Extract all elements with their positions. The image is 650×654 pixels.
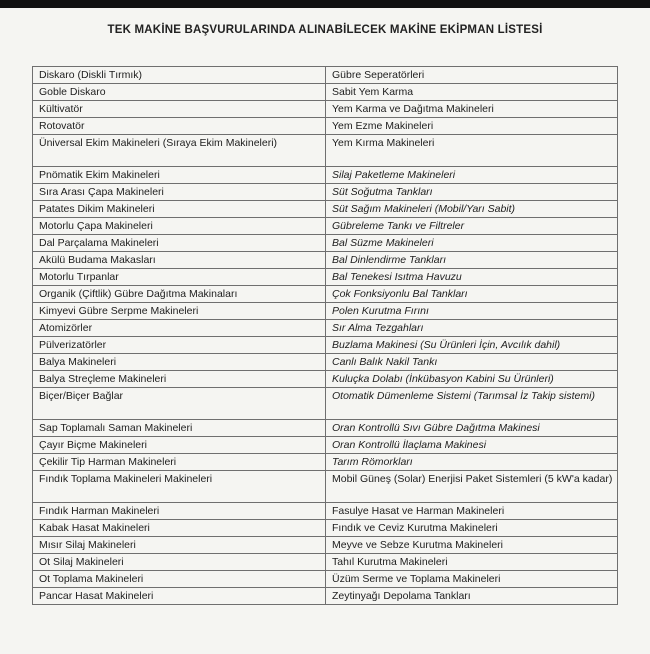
- table-row: [33, 420, 618, 437]
- machine-name-cell: Kültivatör: [33, 101, 326, 118]
- machine-name-cell: Motorlu Çapa Makineleri: [33, 218, 326, 235]
- machine-name-cell: Goble Diskaro: [33, 84, 326, 101]
- table-row: [33, 388, 618, 420]
- top-dark-band: [0, 0, 650, 8]
- machine-name-cell: Balya Makineleri: [33, 354, 326, 371]
- equipment-name-cell: Gübreleme Tankı ve Filtreler: [326, 218, 618, 235]
- document-page: [0, 8, 650, 654]
- equipment-name-cell: Polen Kurutma Fırını: [326, 303, 618, 320]
- machine-name-cell: Organik (Çiftlik) Gübre Dağıtma Makinaları: [33, 286, 326, 303]
- equipment-name-cell: Gübre Seperatörleri: [326, 67, 618, 84]
- table-row: [33, 84, 618, 101]
- machine-name-cell: Üniversal Ekim Makineleri (Sıraya Ekim Makineleri): [33, 135, 326, 167]
- machine-name-cell: Ot Silaj Makineleri: [33, 554, 326, 571]
- equipment-name-cell: Mobil Güneş (Solar) Enerjisi Paket Sistemleri (5 kW'a kadar): [326, 471, 618, 503]
- equipment-name-cell: Fındık ve Ceviz Kurutma Makineleri: [326, 520, 618, 537]
- table-row: [33, 235, 618, 252]
- machine-name-cell: Pnömatik Ekim Makineleri: [33, 167, 326, 184]
- equipment-name-cell: Süt Soğutma Tankları: [326, 184, 618, 201]
- table-row: [33, 101, 618, 118]
- table-row: [33, 252, 618, 269]
- table-row: [33, 218, 618, 235]
- table-row: [33, 337, 618, 354]
- machine-name-cell: Sap Toplamalı Saman Makineleri: [33, 420, 326, 437]
- equipment-name-cell: Fasulye Hasat ve Harman Makineleri: [326, 503, 618, 520]
- table-row: [33, 588, 618, 605]
- equipment-name-cell: Silaj Paketleme Makineleri: [326, 167, 618, 184]
- machine-name-cell: Ot Toplama Makineleri: [33, 571, 326, 588]
- equipment-name-cell: Tarım Römorkları: [326, 454, 618, 471]
- machine-name-cell: Pancar Hasat Makineleri: [33, 588, 326, 605]
- table-row: [33, 354, 618, 371]
- equipment-name-cell: Yem Karma ve Dağıtma Makineleri: [326, 101, 618, 118]
- table-row: [33, 167, 618, 184]
- equipment-table: [32, 66, 618, 605]
- machine-name-cell: Patates Dikim Makineleri: [33, 201, 326, 218]
- table-row: [33, 471, 618, 503]
- equipment-name-cell: Buzlama Makinesi (Su Ürünleri İçin, Avcılık dahil): [326, 337, 618, 354]
- machine-name-cell: Biçer/Biçer Bağlar: [33, 388, 326, 420]
- machine-name-cell: Balya Streçleme Makineleri: [33, 371, 326, 388]
- equipment-table-body: [33, 67, 618, 605]
- machine-name-cell: Rotovatör: [33, 118, 326, 135]
- equipment-name-cell: Bal Tenekesi Isıtma Havuzu: [326, 269, 618, 286]
- machine-name-cell: Fındık Toplama Makineleri Makineleri: [33, 471, 326, 503]
- equipment-name-cell: Oran Kontrollü İlaçlama Makinesi: [326, 437, 618, 454]
- machine-name-cell: Akülü Budama Makasları: [33, 252, 326, 269]
- equipment-name-cell: Kuluçka Dolabı (İnkübasyon Kabini Su Ürünleri): [326, 371, 618, 388]
- table-row: [33, 571, 618, 588]
- equipment-name-cell: Canlı Balık Nakil Tankı: [326, 354, 618, 371]
- machine-name-cell: Dal Parçalama Makineleri: [33, 235, 326, 252]
- machine-name-cell: Fındık Harman Makineleri: [33, 503, 326, 520]
- equipment-name-cell: Sır Alma Tezgahları: [326, 320, 618, 337]
- equipment-name-cell: Zeytinyağı Depolama Tankları: [326, 588, 618, 605]
- table-row: [33, 184, 618, 201]
- table-row: [33, 320, 618, 337]
- table-row: [33, 201, 618, 218]
- table-row: [33, 303, 618, 320]
- machine-name-cell: Sıra Arası Çapa Makineleri: [33, 184, 326, 201]
- table-row: [33, 437, 618, 454]
- table-row: [33, 503, 618, 520]
- table-row: [33, 286, 618, 303]
- machine-name-cell: Mısır Silaj Makineleri: [33, 537, 326, 554]
- machine-name-cell: Kabak Hasat Makineleri: [33, 520, 326, 537]
- table-row: [33, 537, 618, 554]
- table-row: [33, 371, 618, 388]
- table-row: [33, 269, 618, 286]
- equipment-name-cell: Bal Dinlendirme Tankları: [326, 252, 618, 269]
- document-title: TEK MAKİNE BAŞVURULARINDA ALINABİLECEK MAKİNE EKİPMAN LİSTESİ: [107, 24, 543, 36]
- table-row: [33, 454, 618, 471]
- machine-name-cell: Motorlu Tırpanlar: [33, 269, 326, 286]
- table-row: [33, 554, 618, 571]
- equipment-name-cell: Meyve ve Sebze Kurutma Makineleri: [326, 537, 618, 554]
- machine-name-cell: Atomizörler: [33, 320, 326, 337]
- equipment-name-cell: Yem Kırma Makineleri: [326, 135, 618, 167]
- equipment-name-cell: Oran Kontrollü Sıvı Gübre Dağıtma Makinesi: [326, 420, 618, 437]
- equipment-name-cell: Tahıl Kurutma Makineleri: [326, 554, 618, 571]
- equipment-name-cell: Çok Fonksiyonlu Bal Tankları: [326, 286, 618, 303]
- machine-name-cell: Çayır Biçme Makineleri: [33, 437, 326, 454]
- equipment-name-cell: Sabit Yem Karma: [326, 84, 618, 101]
- machine-name-cell: Çekilir Tip Harman Makineleri: [33, 454, 326, 471]
- machine-name-cell: Diskaro (Diskli Tırmık): [33, 67, 326, 84]
- equipment-name-cell: Yem Ezme Makineleri: [326, 118, 618, 135]
- table-row: [33, 67, 618, 84]
- machine-name-cell: Kimyevi Gübre Serpme Makineleri: [33, 303, 326, 320]
- table-row: [33, 520, 618, 537]
- machine-name-cell: Pülverizatörler: [33, 337, 326, 354]
- equipment-name-cell: Otomatik Dümenleme Sistemi (Tarımsal İz Takip sistemi): [326, 388, 618, 420]
- equipment-name-cell: Bal Süzme Makineleri: [326, 235, 618, 252]
- equipment-name-cell: Süt Sağım Makineleri (Mobil/Yarı Sabit): [326, 201, 618, 218]
- equipment-name-cell: Üzüm Serme ve Toplama Makineleri: [326, 571, 618, 588]
- table-row: [33, 135, 618, 167]
- table-row: [33, 118, 618, 135]
